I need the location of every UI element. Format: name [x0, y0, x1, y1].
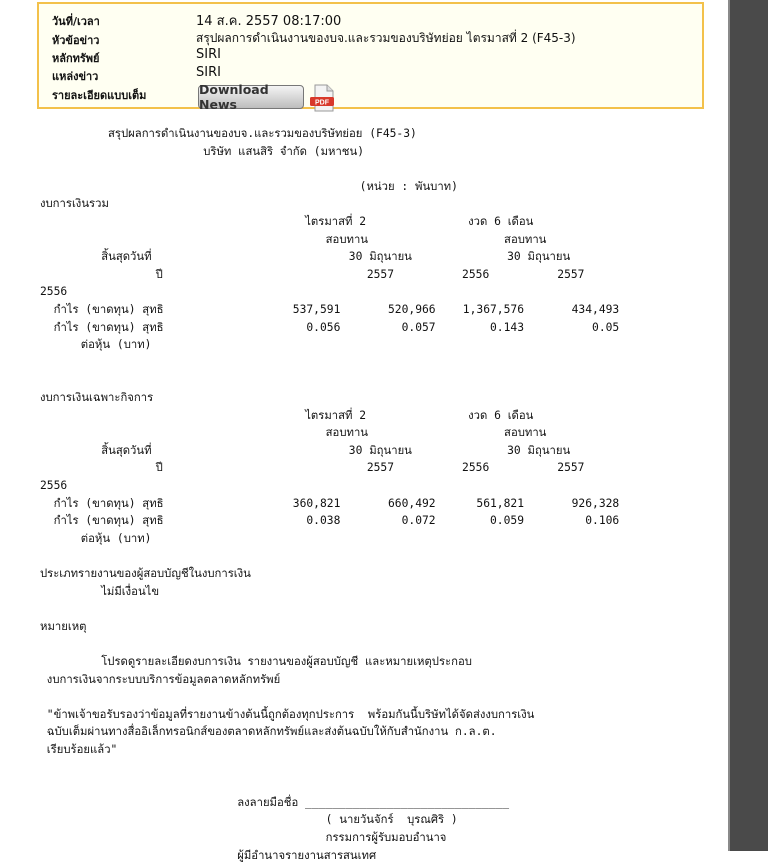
document-line: ลงลายมือชื่อ ______________________________	[40, 795, 510, 809]
source-value: SIRI	[196, 65, 221, 80]
document-line: ต่อหุ้น (บาท)	[40, 531, 152, 545]
left-margin	[0, 0, 26, 851]
document-line: ( นายวันจักร์ บุรณศิริ )	[40, 813, 458, 827]
info-row-datetime	[39, 8, 702, 29]
document-line: (หน่วย : พันบาท)	[40, 179, 458, 193]
fulltext-label: รายละเอียดแบบเต็ม	[52, 89, 147, 102]
document-line: หมายเหตุ	[40, 619, 87, 633]
datetime-label: วันที่/เวลา	[52, 15, 100, 28]
document-line: ฉบับเต็มผ่านทางสื่ออิเล็กทรอนิกส์ของตลาดหลักทรัพย์และส่งต้นฉบับให้กับสำนักงาน ก.ล.ต.	[40, 725, 497, 739]
document-line: ประเภทรายงานของผู้สอบบัญชีในงบการเงิน	[40, 567, 251, 580]
document-line: กำไร (ขาดทุน) สุทธิ 360,821 660,492 561,821 926,328	[40, 496, 620, 510]
document-line: กำไร (ขาดทุน) สุทธิ 0.056 0.057 0.143 0.05	[40, 320, 620, 334]
document-line: บริษัท แสนสิริ จำกัด (มหาชน)	[40, 144, 364, 158]
headline-label: หัวข้อข่าว	[52, 34, 100, 47]
security-value: SIRI	[196, 47, 221, 62]
document-line: ไม่มีเงื่อนไข	[40, 584, 160, 598]
document-line: สรุปผลการดำเนินงานของบจ.และรวมของบริษัทย่อย (F45-3)	[40, 127, 417, 140]
document-line: ต่อหุ้น (บาท)	[40, 338, 152, 352]
pdf-icon-label: PDF	[315, 99, 329, 107]
headline-value: สรุปผลการดำเนินงานของบจ.และรวมของบริษัทย่อย ไตรมาสที่ 2 (F45-3)	[196, 31, 576, 45]
document-line: ผู้มีอำนาจรายงานสารสนเทศ	[40, 848, 377, 862]
info-row-source	[39, 63, 702, 81]
document-line: สิ้นสุดวันที่ 30 มิถุนายน 30 มิถุนายน	[40, 250, 571, 264]
pdf-icon[interactable]	[309, 84, 337, 112]
document-line: ไตรมาสที่ 2 งวด 6 เดือน	[40, 408, 534, 422]
scrollbar-track[interactable]	[730, 0, 768, 851]
document-line: ปี 2557 2556 2557	[40, 267, 585, 281]
document-line: 2556	[40, 285, 68, 299]
news-info-box	[37, 2, 704, 112]
document-line: กำไร (ขาดทุน) สุทธิ 0.038 0.072 0.059 0.106	[40, 514, 620, 528]
datetime-value: 14 ส.ค. 2557 08:17:00	[196, 14, 342, 29]
document-line: สอบทาน สอบทาน	[40, 426, 547, 440]
document-line: โปรดดูรายละเอียดงบการเงิน รายงานของผู้สอบบัญชี และหมายเหตุประกอบ	[40, 655, 472, 668]
document-line: สอบทาน สอบทาน	[40, 232, 547, 246]
document-line: "ข้าพเจ้าขอรับรองว่าข้อมูลที่รายงานข้างต้นนี้ถูกต้องทุกประการ พร้อมกันนี้บริษัทได้จัดส่งงบการเงิน	[40, 707, 535, 721]
info-row-fulltext	[39, 82, 702, 100]
document-line: ไตรมาสที่ 2 งวด 6 เดือน	[40, 215, 534, 228]
document-line: งบการเงินจากระบบบริการข้อมูลตลาดหลักทรัพย์	[40, 672, 281, 686]
info-row-security	[39, 45, 702, 63]
download-news-button[interactable]: Download News	[198, 85, 304, 109]
document-line: งบการเงินเฉพาะกิจการ	[40, 391, 154, 404]
document-line: กรรมการผู้รับมอบอำนาจ	[40, 831, 447, 844]
source-label: แหล่งข่าว	[52, 70, 99, 83]
document-line: งบการเงินรวม	[40, 197, 109, 211]
document-line: สิ้นสุดวันที่ 30 มิถุนายน 30 มิถุนายน	[40, 443, 571, 457]
document-line: เรียบร้อยแล้ว"	[40, 743, 118, 756]
document-line: กำไร (ขาดทุน) สุทธิ 537,591 520,966 1,367,576 434,493	[40, 303, 620, 316]
info-row-headline	[39, 27, 702, 45]
document-line: 2556	[40, 479, 68, 492]
news-content	[26, 0, 728, 862]
security-label: หลักทรัพย์	[52, 52, 100, 65]
document-line: ปี 2557 2556 2557	[40, 461, 585, 475]
